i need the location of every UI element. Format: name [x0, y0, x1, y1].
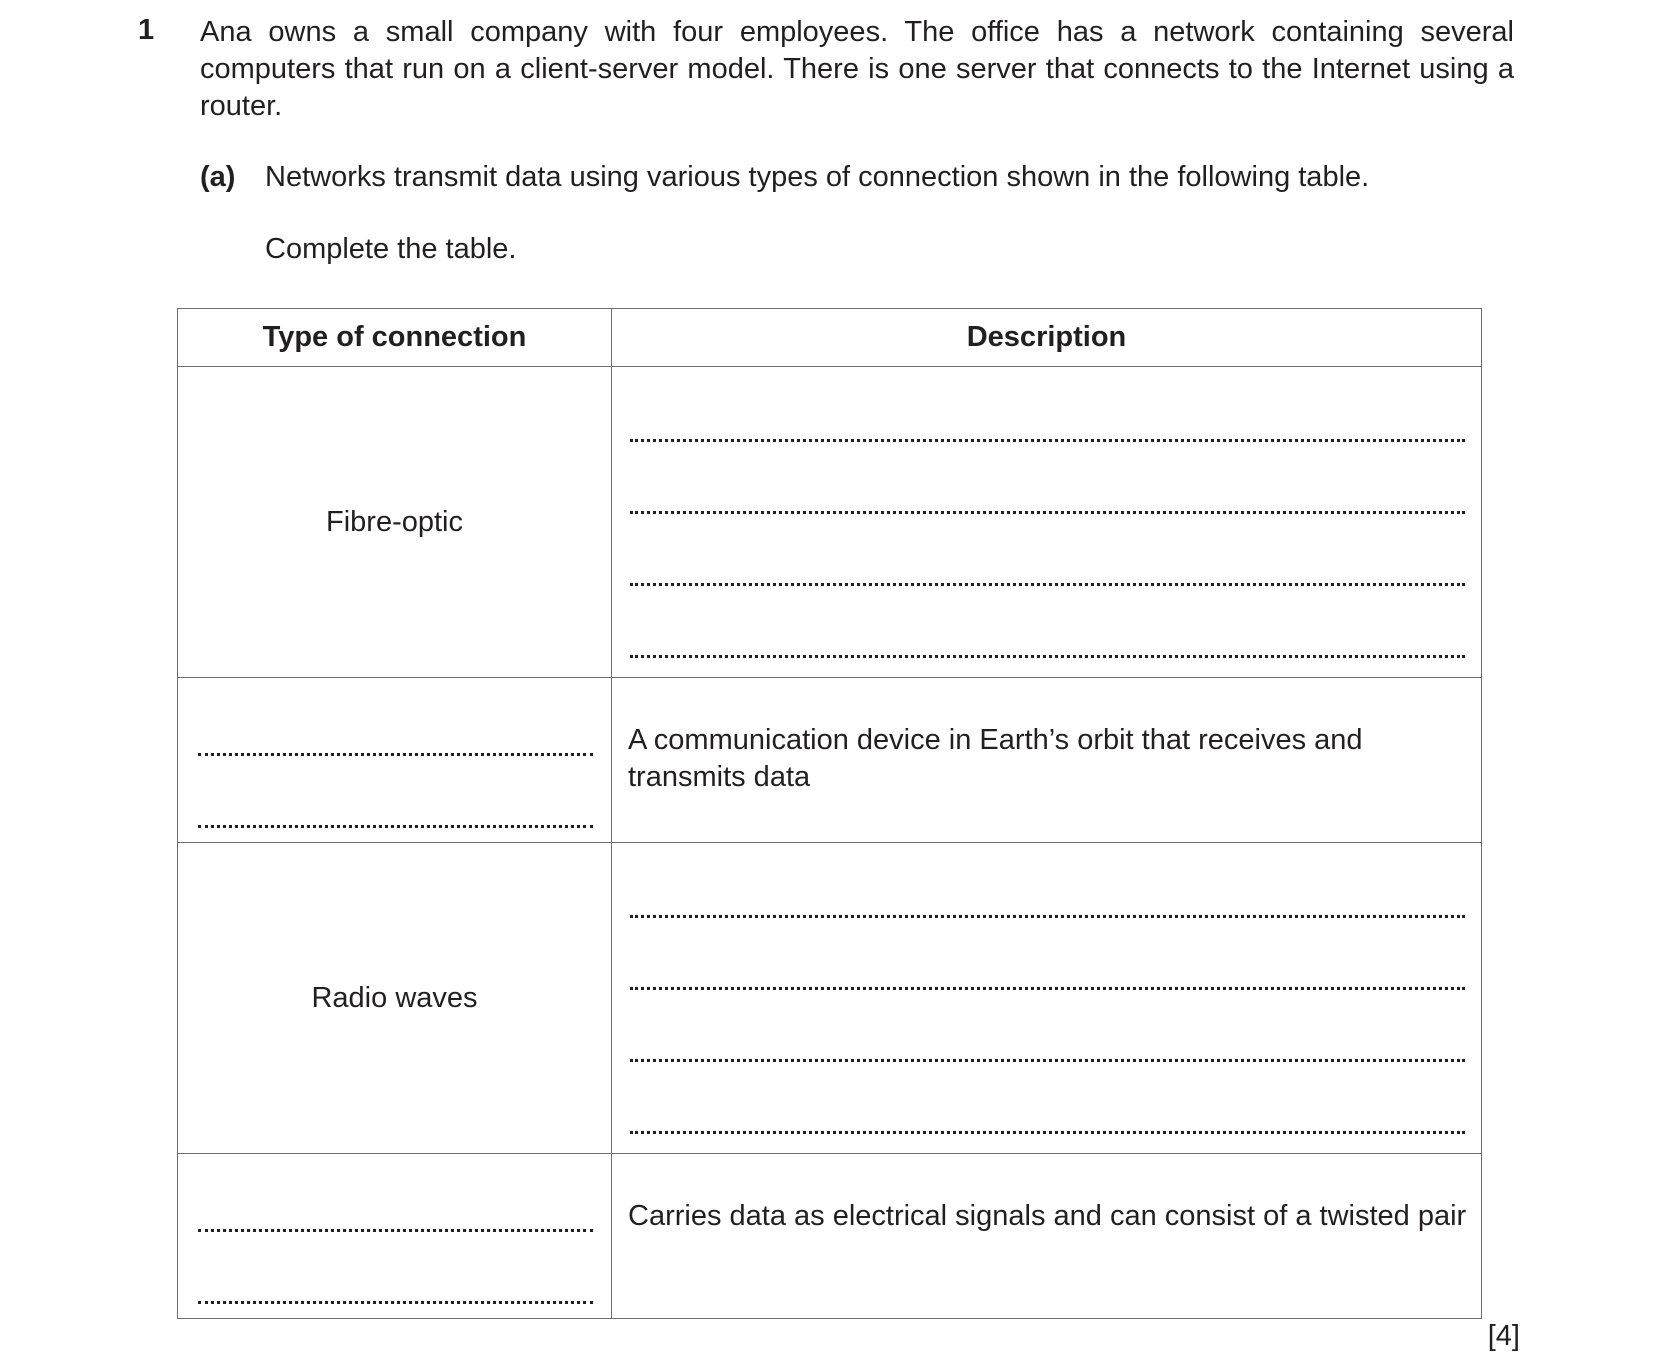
answer-line[interactable]: [198, 1172, 593, 1232]
answer-line[interactable]: [630, 586, 1465, 658]
answer-line[interactable]: [630, 514, 1465, 586]
instruction-text: Complete the table.: [265, 233, 517, 265]
answer-line[interactable]: [630, 1062, 1465, 1134]
question-number: 1: [138, 14, 155, 46]
marks-allocation: [4]: [1487, 1320, 1520, 1352]
part-text: Networks transmit data using various types of connection shown in the following table.: [265, 161, 1370, 193]
type-cell-radio-waves: Radio waves: [178, 843, 612, 1154]
description-answer-cell[interactable]: [612, 367, 1482, 678]
answer-line[interactable]: [198, 1232, 593, 1304]
table-row: [178, 367, 1482, 678]
table-header-row: [178, 309, 1482, 367]
connection-table: [177, 308, 1482, 1319]
question-intro: Ana owns a small company with four employees. The office has a network containing several computers that run on a client-server model. There is one server that connects to the Internet using a router.: [200, 16, 1514, 122]
description-text: Carries data as electrical signals and can consist of a twisted pair: [628, 1200, 1467, 1232]
type-answer-cell[interactable]: [178, 1154, 612, 1319]
answer-line[interactable]: [630, 873, 1465, 918]
header-description: Description: [612, 309, 1482, 367]
description-text: A communication device in Earth’s orbit that receives and transmits data: [628, 724, 1363, 793]
answer-line[interactable]: [630, 990, 1465, 1062]
answer-line[interactable]: [198, 756, 593, 828]
description-cell: [612, 1154, 1482, 1319]
table-row: [178, 843, 1482, 1154]
answer-line[interactable]: [630, 918, 1465, 990]
description-cell: [612, 678, 1482, 843]
part-label: (a): [200, 161, 236, 193]
table-row: [178, 1154, 1482, 1319]
answer-line[interactable]: [198, 696, 593, 756]
answer-line[interactable]: [630, 442, 1465, 514]
answer-line[interactable]: [630, 397, 1465, 442]
header-type-of-connection: Type of connection: [178, 309, 612, 367]
type-cell-fibre-optic: Fibre-optic: [178, 367, 612, 678]
description-answer-cell[interactable]: [612, 843, 1482, 1154]
type-answer-cell[interactable]: [178, 678, 612, 843]
table-row: [178, 678, 1482, 843]
